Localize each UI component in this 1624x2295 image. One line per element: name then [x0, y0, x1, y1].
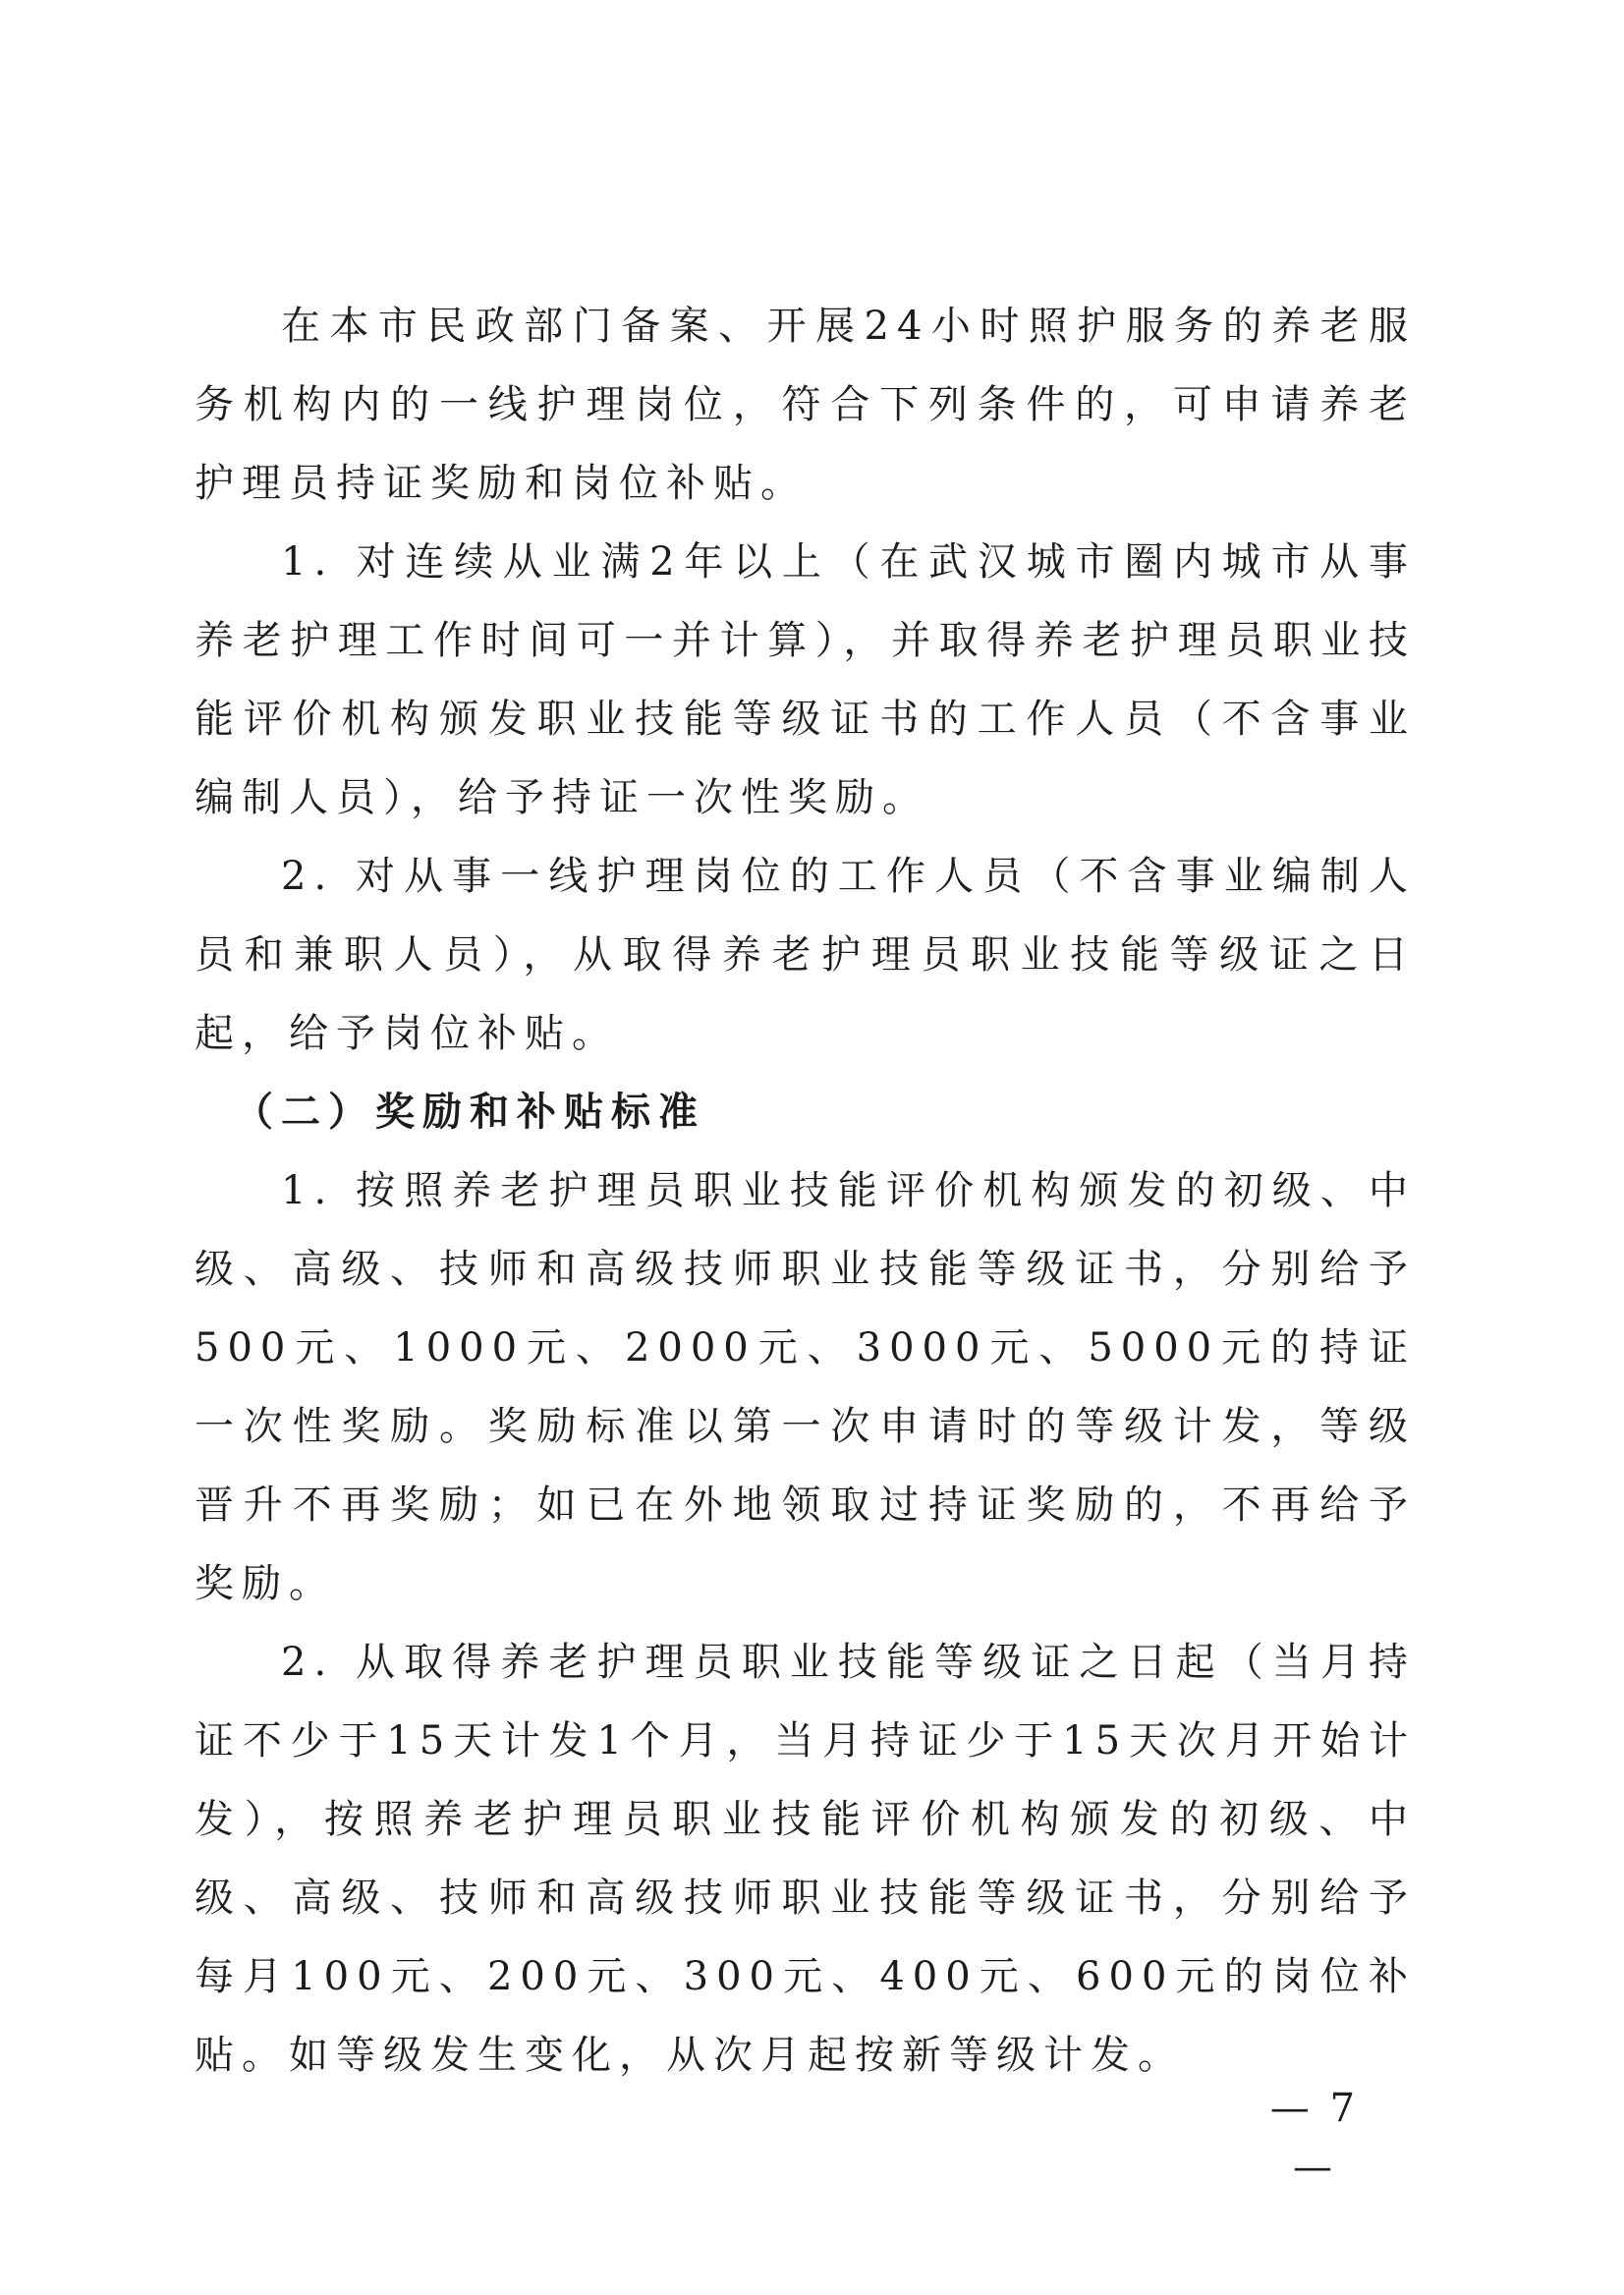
section-heading: （二）奖励和补贴标准 — [234, 1090, 705, 1135]
document-body — [195, 287, 1416, 2095]
page-number: — 7 — — [1269, 2086, 1360, 2190]
paragraph-reward-standard: 1. 按照养老护理员职业技能评价机构颁发的初级、中级、高级、技师和高级技师职业技能等级证书，分别给予500元、1000元、2000元、3000元、5000元的持证一次性奖励。奖励标准以第一次申请时的等级计发，等级晋升不再奖励；如已在外地领取过持证奖励的，不再给予奖励。 — [195, 1168, 1416, 1606]
paragraph-condition-2: 2. 对从事一线护理岗位的工作人员（不含事业编制人员和兼职人员），从取得养老护理员职业技能等级证之日起，给予岗位补贴。 — [195, 854, 1416, 1056]
paragraph-condition-1: 1. 对连续从业满2年以上（在武汉城市圈内城市从事养老护理工作时间可一并计算），并取得养老护理员职业技能评价机构颁发职业技能等级证书的工作人员（不含事业编制人员），给予持证一次性奖励。 — [195, 539, 1416, 820]
paragraph-eligibility-intro: 在本市民政部门备案、开展24小时照护服务的养老服务机构内的一线护理岗位，符合下列条件的，可申请养老护理员持证奖励和岗位补贴。 — [195, 304, 1416, 506]
paragraph-subsidy-standard: 2. 从取得养老护理员职业技能等级证之日起（当月持证不少于15天计发1个月，当月持证少于15天次月开始计发），按照养老护理员职业技能评价机构颁发的初级、中级、高级、技师和高级技师职业技能等级证书，分别给予每月100元、200元、300元、400元、600元的岗位补贴。如等级发生变化，从次月起按新等级计发。 — [195, 1640, 1416, 2078]
